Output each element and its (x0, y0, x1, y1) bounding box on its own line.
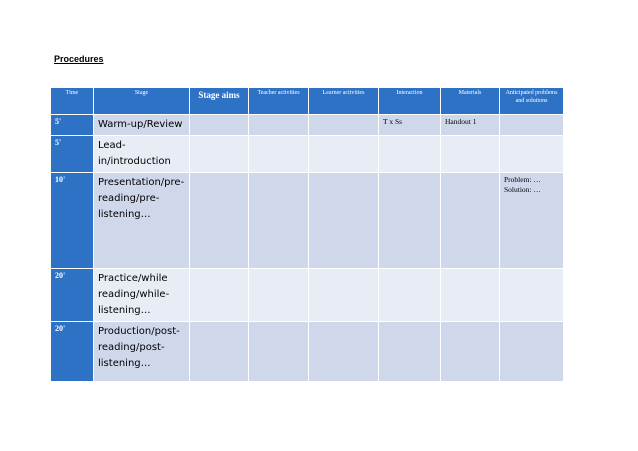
problem-text: Problem: … (504, 175, 541, 184)
stage-aims-cell (190, 136, 249, 173)
stage-aims-cell (190, 173, 249, 269)
stage-aims-cell (190, 269, 249, 322)
teacher-activities-cell (249, 269, 309, 322)
table-row (51, 173, 564, 269)
col-learner-activities: Learner activities (309, 88, 379, 115)
col-stage-aims: Stage aims (190, 88, 249, 115)
learner-activities-cell (309, 115, 379, 136)
materials-cell (441, 322, 500, 382)
learner-activities-cell (309, 322, 379, 382)
problems-cell (500, 173, 564, 269)
table-row (51, 136, 564, 173)
problems-cell (500, 269, 564, 322)
learner-activities-cell (309, 173, 379, 269)
interaction-cell (379, 136, 441, 173)
stage-cell: Production/post-reading/post-listening… (94, 322, 190, 382)
materials-cell: Handout 1 (441, 115, 500, 136)
col-time: Time (51, 88, 94, 115)
col-interaction: Interaction (379, 88, 441, 115)
materials-cell (441, 269, 500, 322)
stage-cell: Practice/while reading/while-listening… (94, 269, 190, 322)
col-materials: Materials (441, 88, 500, 115)
time-cell: 5' (51, 136, 94, 173)
stage-aims-cell (190, 322, 249, 382)
interaction-cell: T x Ss (379, 115, 441, 136)
solution-text: Solution: … (504, 185, 541, 194)
interaction-cell (379, 269, 441, 322)
interaction-cell (379, 322, 441, 382)
stage-aims-cell (190, 115, 249, 136)
materials-cell (441, 136, 500, 173)
teacher-activities-cell (249, 173, 309, 269)
col-teacher-activities: Teacher activities (249, 88, 309, 115)
problems-cell (500, 115, 564, 136)
col-anticipated-problems: Anticipated problems and solutions (500, 88, 564, 115)
problems-cell (500, 322, 564, 382)
materials-cell (441, 173, 500, 269)
learner-activities-cell (309, 136, 379, 173)
time-cell: 10' (51, 173, 94, 269)
time-cell: 20' (51, 322, 94, 382)
problems-cell (500, 136, 564, 173)
col-stage: Stage (94, 88, 190, 115)
procedures-table (50, 87, 564, 382)
teacher-activities-cell (249, 115, 309, 136)
teacher-activities-cell (249, 322, 309, 382)
stage-cell: Presentation/pre-reading/pre-listening… (94, 173, 190, 269)
stage-cell: Warm-up/Review (94, 115, 190, 136)
table-row (51, 322, 564, 382)
header-row (51, 88, 564, 115)
learner-activities-cell (309, 269, 379, 322)
time-cell: 5' (51, 115, 94, 136)
table-row (51, 269, 564, 322)
stage-cell: Lead-in/introduction (94, 136, 190, 173)
interaction-cell (379, 173, 441, 269)
time-cell: 20' (51, 269, 94, 322)
page-heading: Procedures (54, 54, 104, 64)
teacher-activities-cell (249, 136, 309, 173)
table-row (51, 115, 564, 136)
